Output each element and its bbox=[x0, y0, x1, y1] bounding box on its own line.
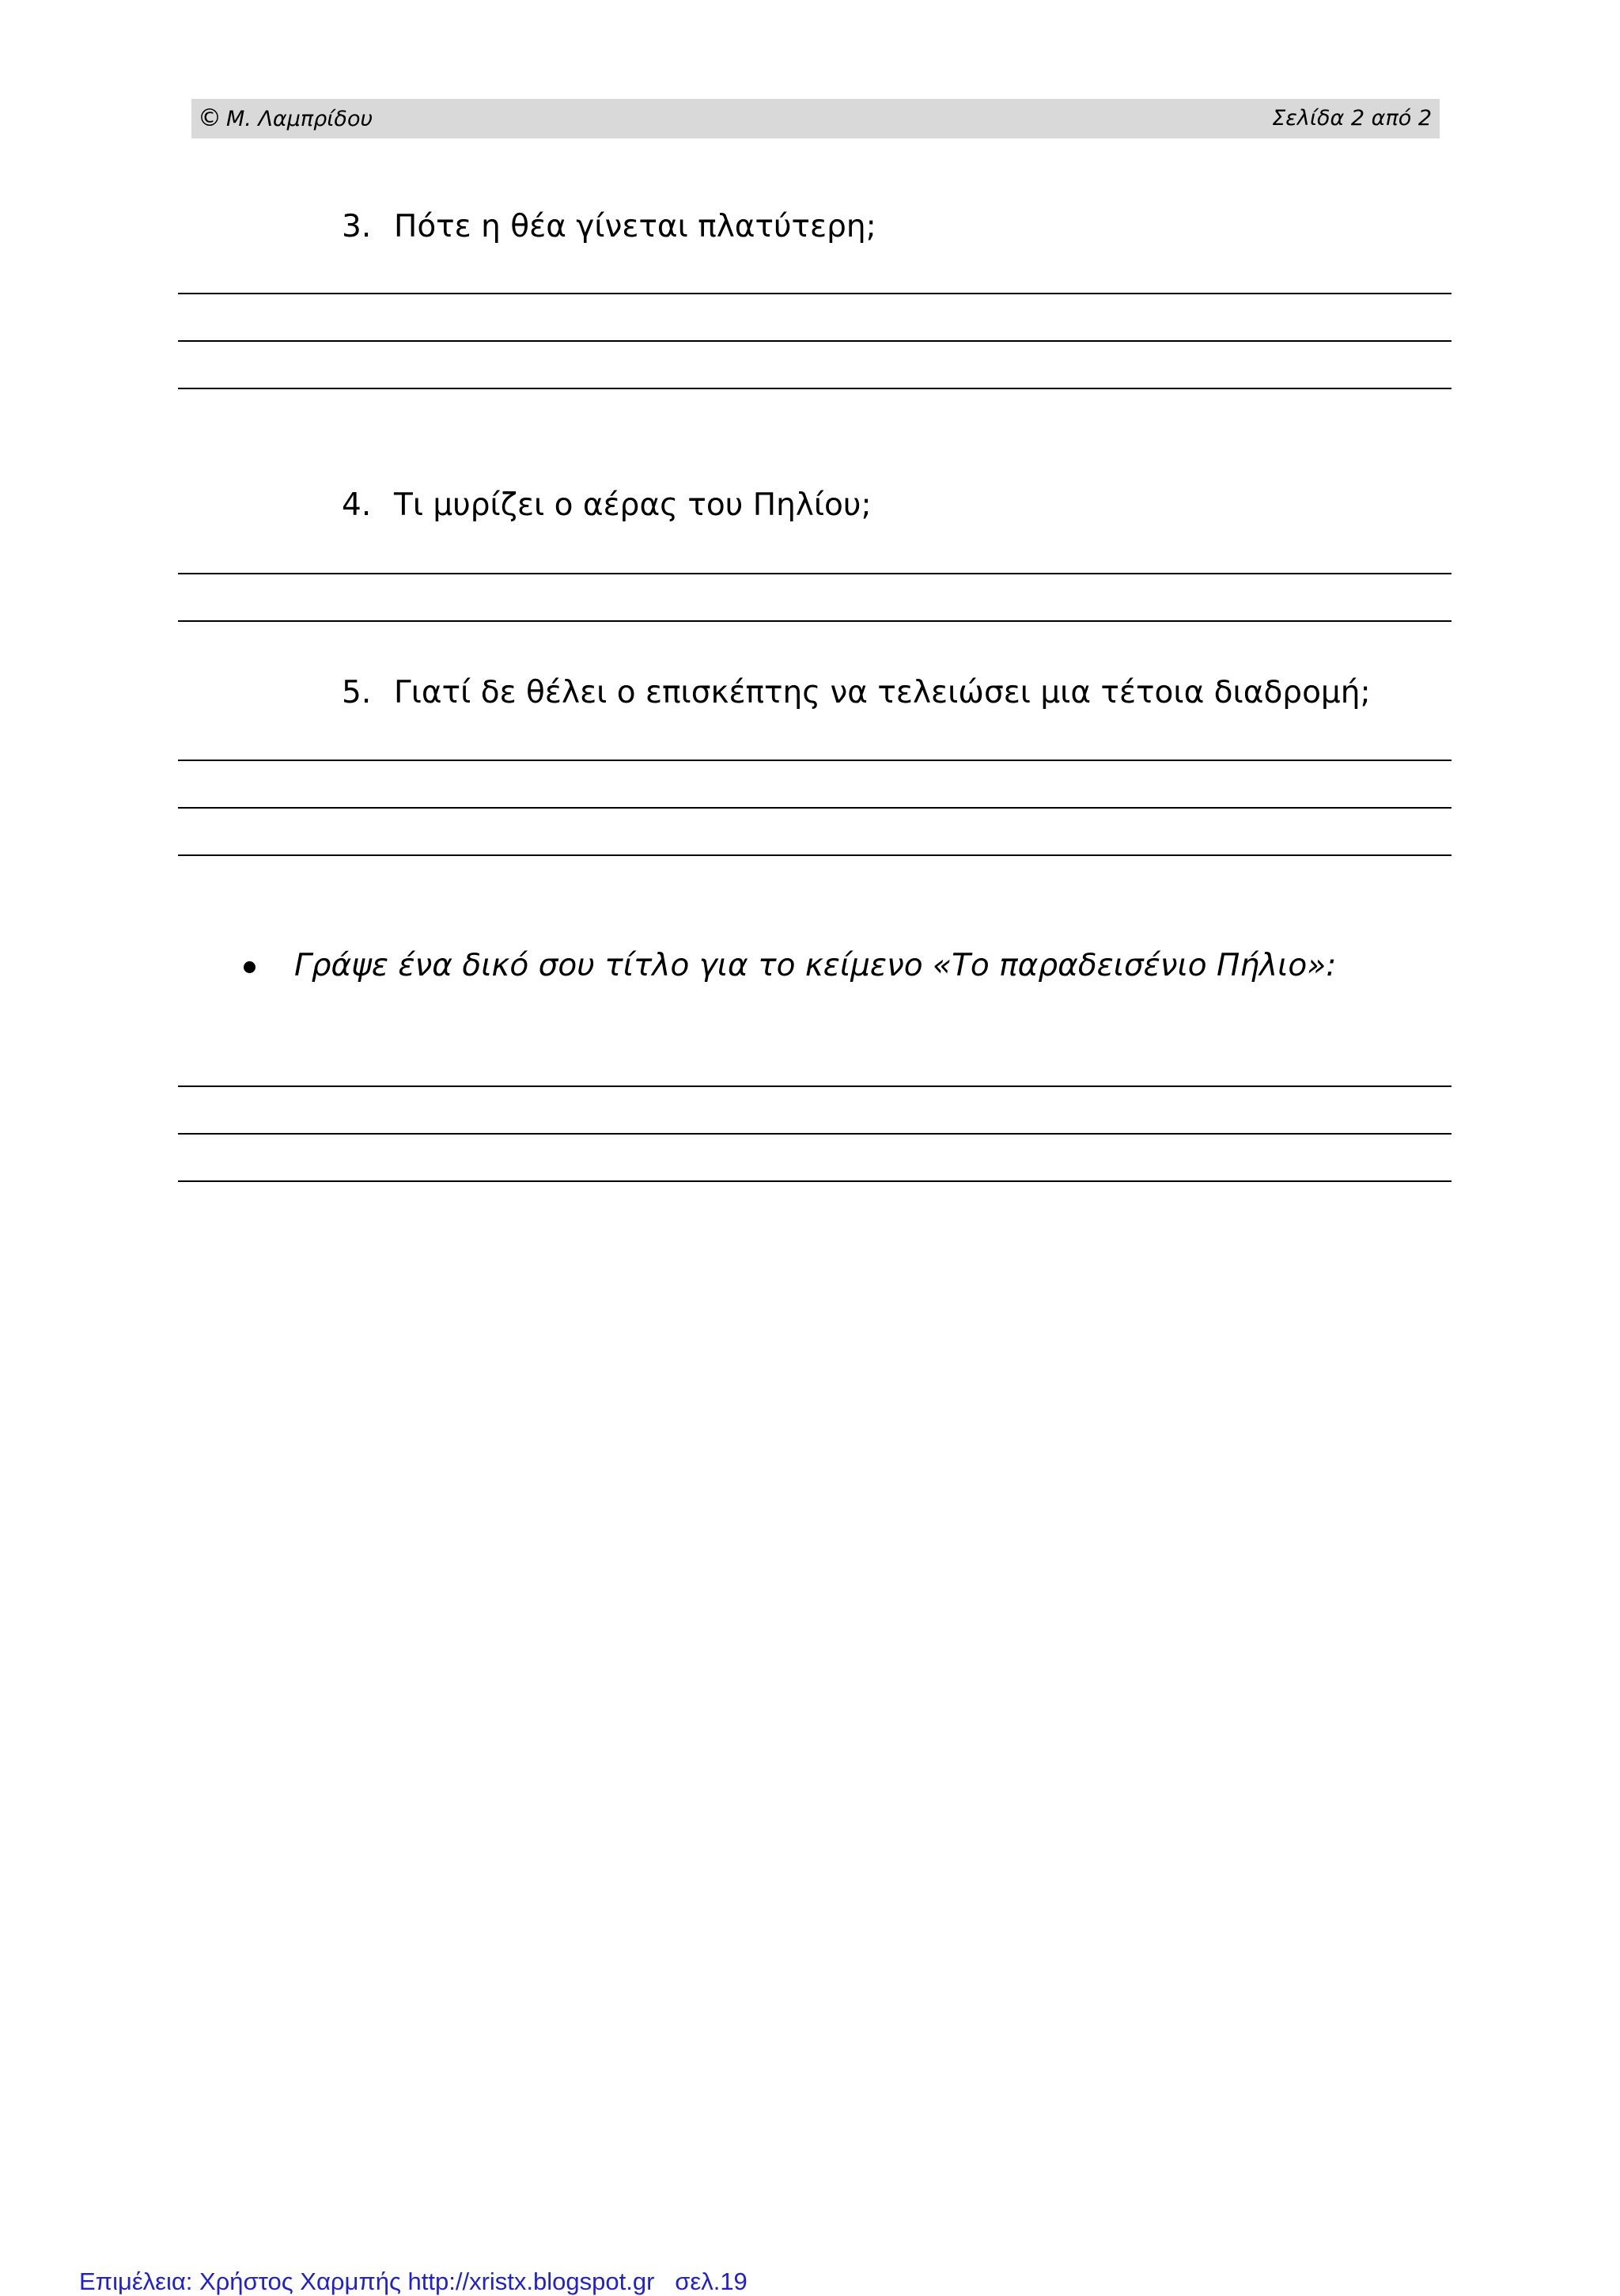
question-number: 5. bbox=[342, 675, 372, 710]
answer-line[interactable] bbox=[178, 854, 1452, 856]
question-text: Γιατί δε θέλει ο επισκέπτης να τελειώσει μια τέτοια διαδρομή; bbox=[394, 675, 1371, 710]
answer-line[interactable] bbox=[178, 388, 1452, 389]
question-text: Πότε η θέα γίνεται πλατύτερη; bbox=[394, 209, 876, 244]
answer-line[interactable] bbox=[178, 760, 1452, 761]
author-name: Μ. Λαμπρίδου bbox=[226, 107, 373, 131]
question-4 bbox=[342, 487, 872, 525]
title-task: Γράψε ένα δικό σου τίτλο για το κείμενο «Το παραδεισένιο Πήλιο»: bbox=[294, 948, 1337, 983]
bullet-icon bbox=[244, 961, 255, 973]
question-5 bbox=[342, 674, 1371, 712]
question-number: 4. bbox=[342, 487, 372, 523]
answer-line[interactable] bbox=[178, 340, 1452, 342]
header-author bbox=[198, 106, 373, 132]
answer-line[interactable] bbox=[178, 620, 1452, 622]
answer-line[interactable] bbox=[178, 807, 1452, 809]
question-3 bbox=[342, 208, 876, 246]
question-text: Τι μυρίζει ο αέρας του Πηλίου; bbox=[394, 487, 872, 523]
answer-line[interactable] bbox=[178, 293, 1452, 294]
footer-credit: Επιμέλεια: Χρήστος Χαρμπής http://xristx.blogspot.gr σελ.19 bbox=[79, 2268, 748, 2295]
answer-line[interactable] bbox=[178, 1133, 1452, 1135]
answer-line[interactable] bbox=[178, 573, 1452, 574]
page-header bbox=[191, 99, 1440, 138]
page-indicator: Σελίδα 2 από 2 bbox=[1272, 106, 1432, 131]
answer-line[interactable] bbox=[178, 1085, 1452, 1087]
copyright-icon: © bbox=[198, 104, 221, 132]
answer-line[interactable] bbox=[178, 1180, 1452, 1182]
question-number: 3. bbox=[342, 209, 372, 244]
